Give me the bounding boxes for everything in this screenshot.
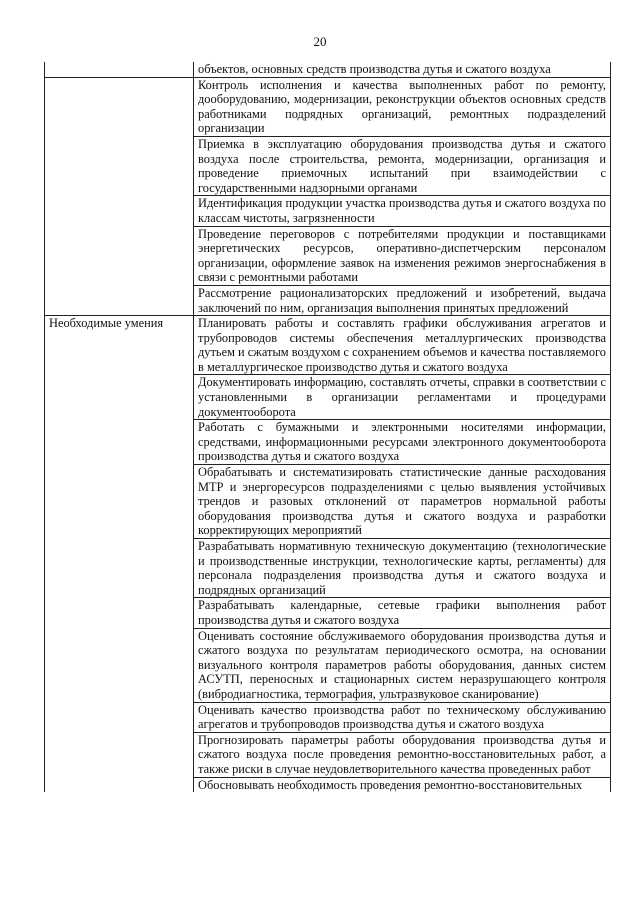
row-label-cell	[45, 62, 194, 77]
row-text-cell: Оценивать состояние обслуживаемого оборудования производства дутья и сжатого воздуха по результатам периодического осмотра, на основании визуального контроля параметров работы оборудования, данных систем АСУТП, переносных и стационарных систем неразрушающего контроля (вибродиагностика, термография, ультразвуковое сканирование)	[194, 628, 611, 702]
table-row	[45, 702, 611, 732]
row-label-cell	[45, 375, 194, 420]
row-text-cell: Обрабатывать и систематизировать статистические данные расходования МТР и энергоресурсов подразделениями с целью выявления устойчивых трендов и разовых отклонений от параметров нормальной работы оборудования производства дутья и сжатого воздуха и разработки корректирующих мероприятий	[194, 465, 611, 539]
row-label-cell	[45, 77, 194, 136]
row-text-cell: Обосновывать необходимость проведения ремонтно-восстановительных	[194, 777, 611, 792]
row-text-cell: Контроль исполнения и качества выполненных работ по ремонту, дооборудованию, модернизации, реконструкции объектов основных средств работниками подрядных организаций, ремонтных подразделений организации	[194, 77, 611, 136]
row-text-cell: Прогнозировать параметры работы оборудования производства дутья и сжатого воздуха после проведения ремонтно-восстановительных работ, а также риски в случае неудовлетворительного качества проведенных работ	[194, 732, 611, 777]
table-row	[45, 465, 611, 539]
section-label-needed-skills: Необходимые умения	[45, 316, 194, 375]
row-label-cell	[45, 702, 194, 732]
table-row	[45, 539, 611, 598]
row-text-cell: Разрабатывать календарные, сетевые графики выполнения работ производства дутья и сжатого воздуха	[194, 598, 611, 628]
row-label-cell	[45, 628, 194, 702]
table-row	[45, 316, 611, 375]
table-row	[45, 420, 611, 465]
row-text-cell: Планировать работы и составлять графики обслуживания агрегатов и трубопроводов системы обеспечения металлургических производства дутьем и сжатым воздухом с сохранением объемов и качества поставляемого в металлургическое производство дутья и сжатого воздуха	[194, 316, 611, 375]
table-row	[45, 628, 611, 702]
table-row	[45, 136, 611, 195]
row-label-cell	[45, 732, 194, 777]
row-text-cell: Идентификация продукции участка производства дутья и сжатого воздуха по классам чистоты, загрязненности	[194, 196, 611, 226]
row-text-cell: Рассмотрение рационализаторских предложений и изобретений, выдача заключений по ним, организация выполнения принятых предложений	[194, 285, 611, 315]
competency-table	[44, 62, 611, 792]
table-row	[45, 732, 611, 777]
row-label-cell	[45, 420, 194, 465]
row-text-cell: объектов, основных средств производства дутья и сжатого воздуха	[194, 62, 611, 77]
row-text-cell: Проведение переговоров с потребителями продукции и поставщиками энергетических ресурсов, оперативно-диспетчерским персоналом организации, оформление заявок на изменения режимов энергоснабжения в связи с ремонтными работами	[194, 226, 611, 285]
page-number: 20	[313, 34, 327, 49]
row-label-cell	[45, 539, 194, 598]
row-label-cell	[45, 226, 194, 285]
row-label-cell	[45, 196, 194, 226]
table-row	[45, 77, 611, 136]
table-row	[45, 285, 611, 315]
row-text-cell: Оценивать качество производства работ по техническому обслуживанию агрегатов и трубопроводов производства дутья и сжатого воздуха	[194, 702, 611, 732]
row-label-cell	[45, 777, 194, 792]
row-label-cell	[45, 465, 194, 539]
row-label-cell	[45, 598, 194, 628]
row-label-cell	[45, 285, 194, 315]
table-row	[45, 598, 611, 628]
table-row	[45, 226, 611, 285]
row-text-cell: Документировать информацию, составлять отчеты, справки в соответствии с установленными в организации регламентами и процедурами документооборота	[194, 375, 611, 420]
row-text-cell: Работать с бумажными и электронными носителями информации, средствами, информационными ресурсами электронного документооборота производства дутья и сжатого воздуха	[194, 420, 611, 465]
row-text-cell: Приемка в эксплуатацию оборудования производства дутья и сжатого воздуха после строительства, ремонта, модернизации, организация и проведение приемочных испытаний при взаимодействии с государственными надзорными органами	[194, 136, 611, 195]
table-row	[45, 777, 611, 792]
table-row	[45, 62, 611, 77]
table-row	[45, 196, 611, 226]
table-row	[45, 375, 611, 420]
row-label-cell	[45, 136, 194, 195]
row-text-cell: Разрабатывать нормативную техническую документацию (технологические и производственные инструкции, технологические карты, регламенты) для персонала подразделения производства дутья и сжатого воздуха и подрядных организаций	[194, 539, 611, 598]
